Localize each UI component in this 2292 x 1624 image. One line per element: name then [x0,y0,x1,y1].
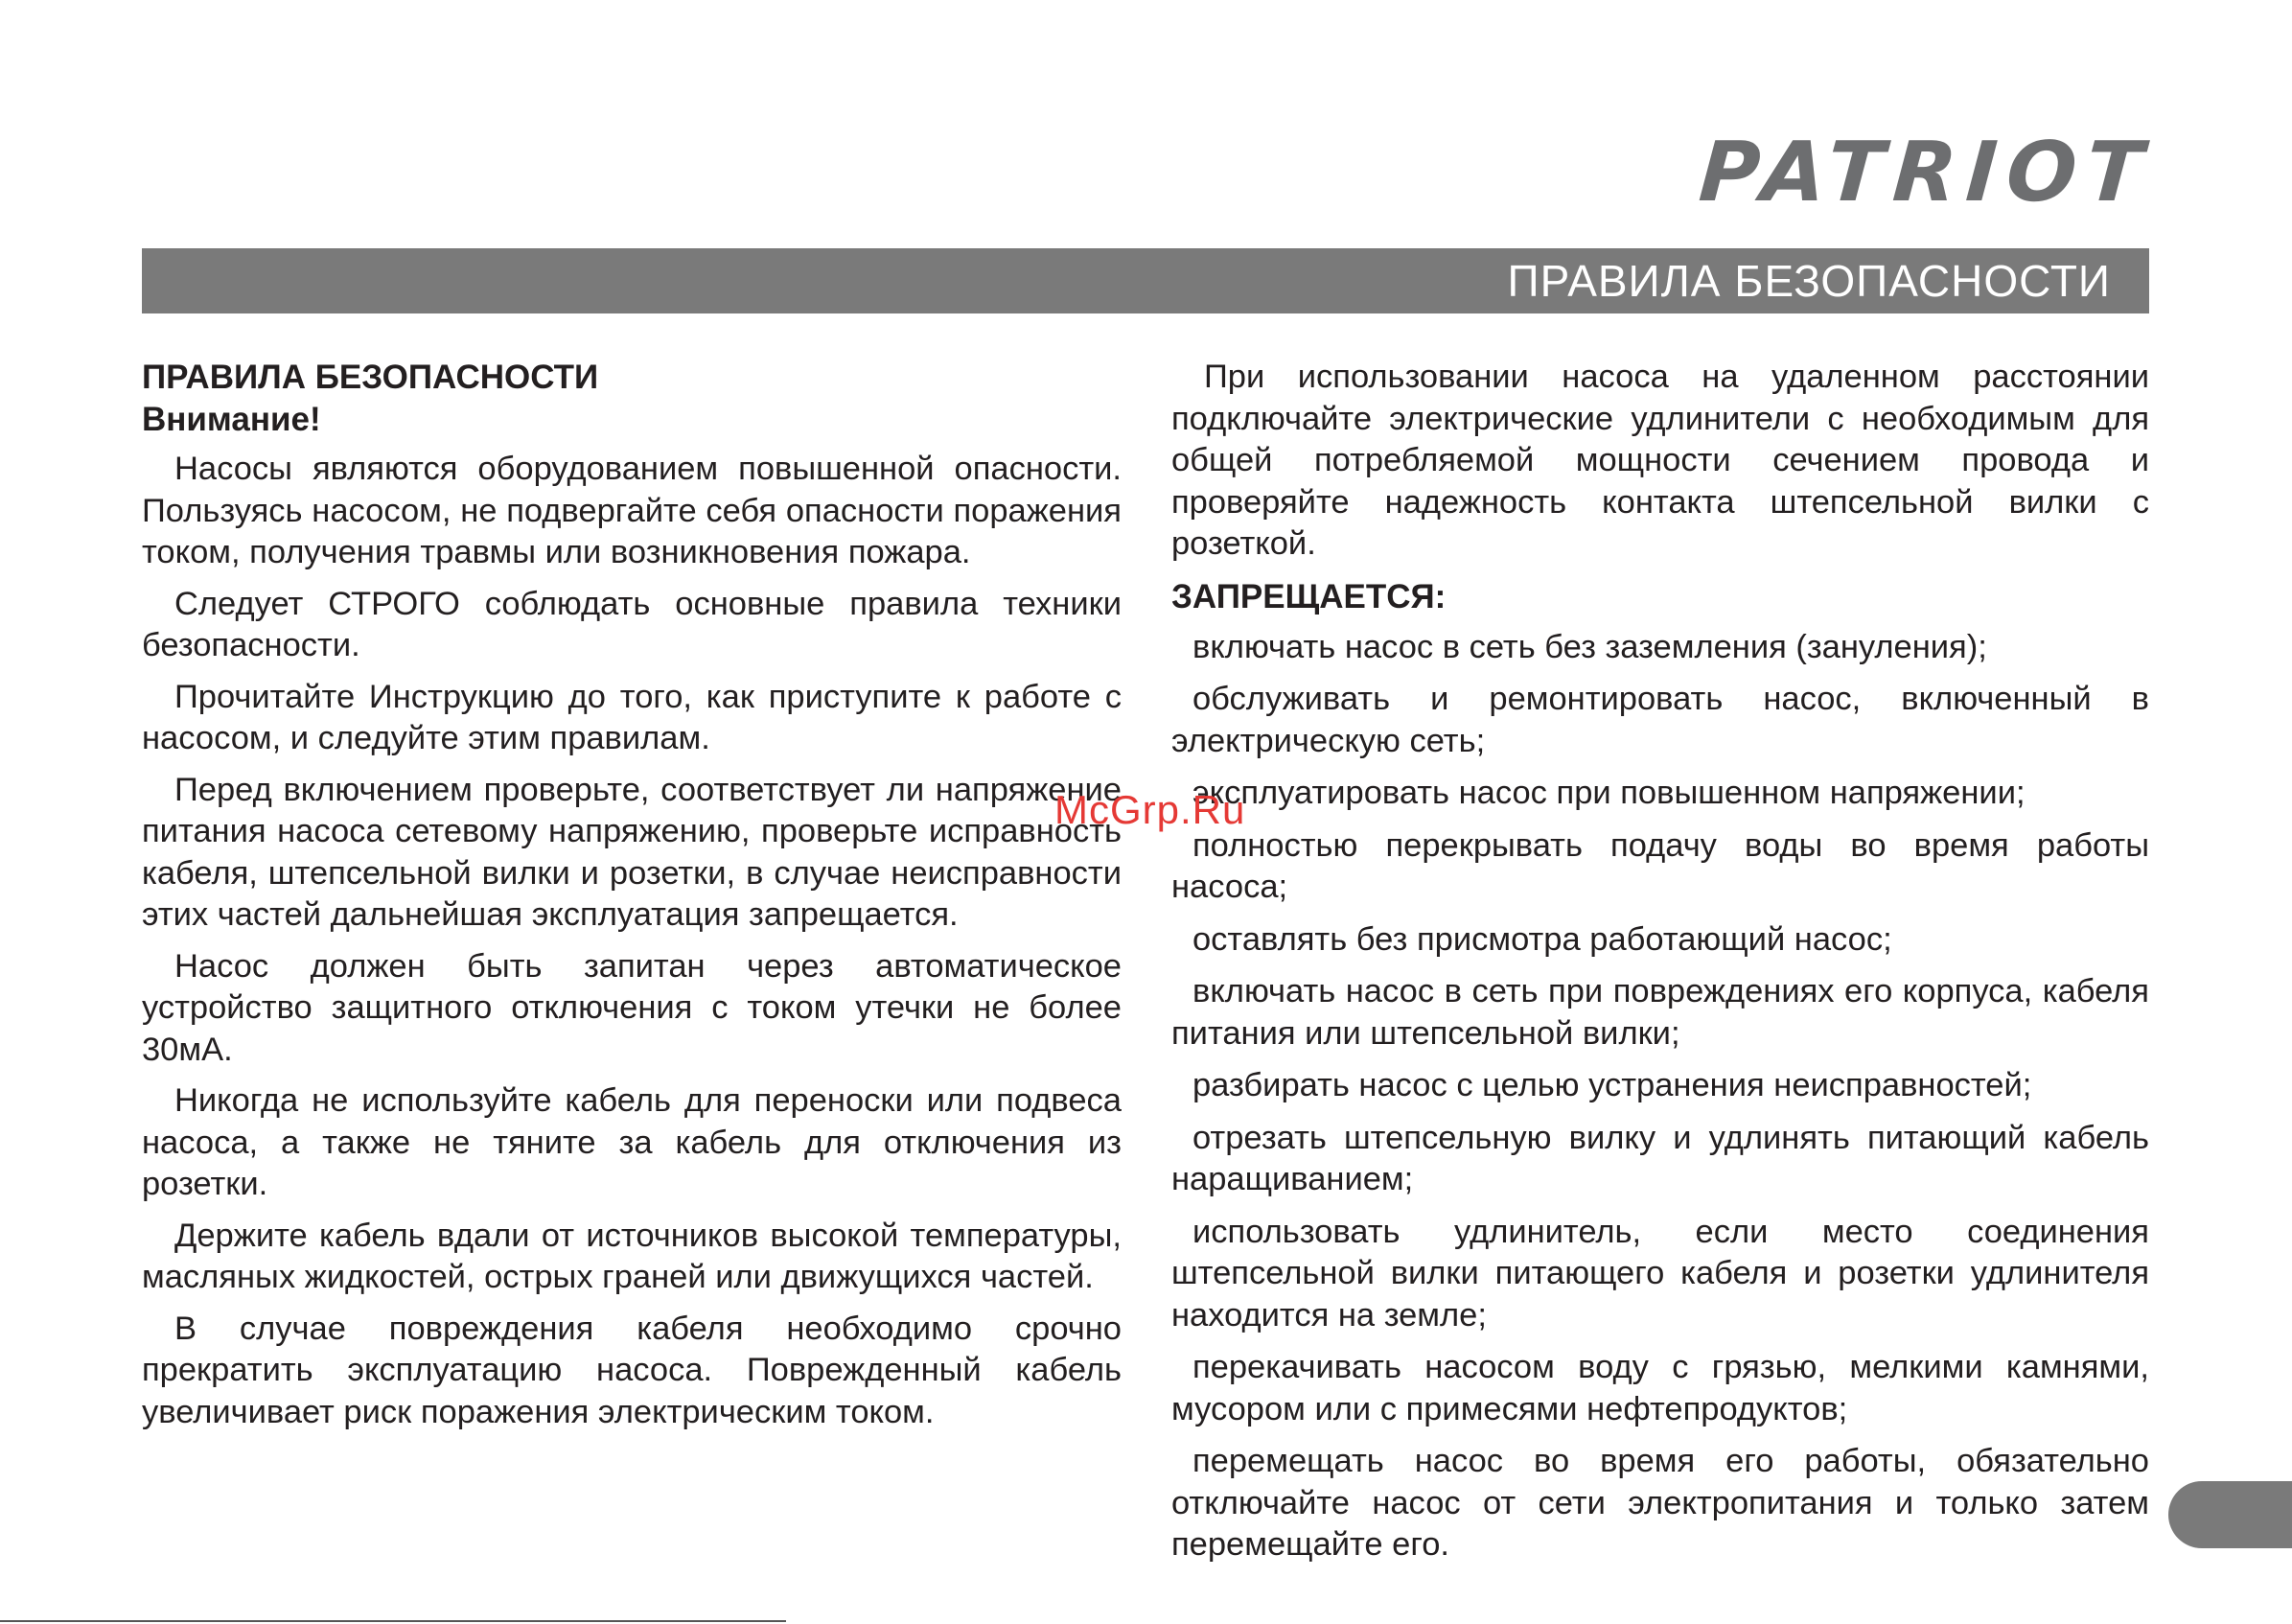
page-tab [2168,1481,2292,1548]
forbidden-item: обслуживать и ремонтировать насос, включенный в электрическую сеть; [1171,681,2149,759]
paragraph: Следует СТРОГО соблюдать основные правила техники безопасности. [142,585,1122,663]
forbidden-item: разбирать насос с целью устранения неисправностей; [1192,1067,2032,1103]
paragraph: Никогда не используйте кабель для переноски или подвеса насоса, а также не тяните за кабель для отключения из розетки. [142,1082,1122,1202]
section-banner [142,248,2149,313]
watermark: McGrp.Ru [1054,787,1246,832]
forbidden-heading: ЗАПРЕЩАЕТСЯ: [1171,577,1447,615]
forbidden-list [1171,627,2149,1566]
extension-cord-paragraph: При использовании насоса на удаленном расстоянии подключайте электрические удлинители с необходимым для общей потребляемой мощности сечением провода и проверяйте надежность контакта штепсельной вилки с розеткой. [1171,359,2149,562]
forbidden-item: отрезать штепсельную вилку и удлинять питающий кабель наращиванием; [1171,1119,2149,1197]
forbidden-item: перемещать насос во время его работы, обязательно отключайте насос от сети электропитания и только затем перемещайте его. [1171,1443,2149,1563]
forbidden-item: перекачивать насосом воду с грязью, мелкими камнями, мусором или с примесями нефтепродуктов; [1171,1349,2149,1427]
paragraph: Перед включением проверьте, соответствует ли напряжение питания насоса сетевому напряжению, проверьте исправность кабеля, штепсельной вилки и розетки, в случае неисправности этих частей дальнейшая эксплуатация запрещается. [142,771,1122,933]
paragraph: Насос должен быть запитан через автоматическое устройство защитного отключения с током утечки не более 30мА. [142,947,1122,1068]
paragraph: Прочитайте Инструкцию до того, как приступите к работе с насосом, и следуйте этим правилам. [142,678,1122,756]
forbidden-item: оставлять без присмотра работающий насос; [1192,920,1892,958]
attention-heading: Внимание! [142,401,321,438]
forbidden-item: включать насос в сеть при повреждениях его корпуса, кабеля питания или штепсельной вилки; [1171,973,2149,1052]
forbidden-item: включать насос в сеть без заземления (зануления); [1192,628,1987,665]
paragraph: В случае повреждения кабеля необходимо срочно прекратить эксплуатацию насоса. Поврежденный кабель увеличивает риск поражения электрическим током. [142,1310,1122,1430]
forbidden-item: эксплуатировать насос при повышенном напряжении; [1192,775,2026,811]
paragraph: Держите кабель вдали от источников высокой температуры, масляных жидкостей, острых граней или движущихся частей. [142,1217,1122,1295]
forbidden-item: полностью перекрывать подачу воды во время работы насоса; [1171,826,2149,905]
paragraph: Насосы являются оборудованием повышенной опасности. Пользуясь насосом, не подвергайте себя опасности поражения током, получения травмы или возникновения пожара. [142,451,1122,570]
footer-divider [0,1620,786,1622]
forbidden-item: использовать удлинитель, если место соединения штепсельной вилки питающего кабеля и розетки удлинителя находится на земле; [1171,1213,2149,1334]
section-title: ПРАВИЛА БЕЗОПАСНОСТИ [1507,256,2111,306]
safety-heading: ПРАВИЛА БЕЗОПАСНОСТИ [142,359,599,396]
right-column [1171,357,2149,1577]
brand-logo: PATRIOT [1696,125,2156,220]
left-column [142,357,1122,1443]
